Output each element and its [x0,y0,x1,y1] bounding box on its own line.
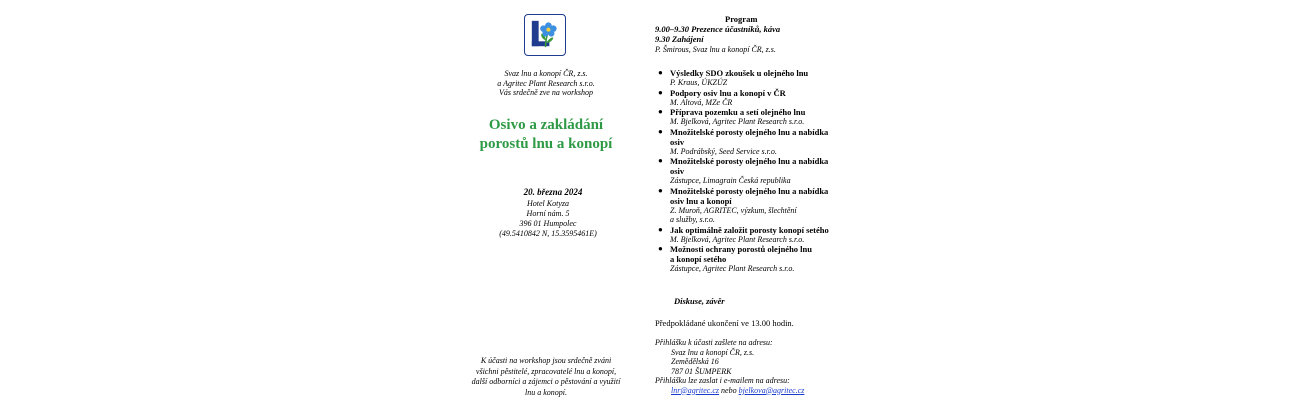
program-opening [655,24,855,44]
organization-logo [524,14,566,56]
invitation-note: K účasti na workshop jsou srdečně zváni všichni pěstitelé, zpracovatelé lnu a konopí, další odborníci a zájemci o pěstování a využití lnu a konopí. [471,356,621,397]
flax-flower-logo-icon [525,15,564,54]
bullet-icon: ● [658,185,663,195]
bullet-icon: ● [658,224,663,234]
agenda-item: ● Množitelské porosty olejného lnu a nabídka osiv M. Podrábský, Seed Service s.r.o. [658,126,829,156]
agenda-list [655,68,855,274]
email-link-lnr[interactable]: lnr@agritec.cz [671,385,720,395]
bullet-icon: ● [658,87,663,97]
bullet-icon: ● [658,244,663,253]
venue-line: Hotel Kotyza [527,199,569,208]
bullet-icon: ● [658,126,663,136]
bullet-icon: ● [658,156,663,165]
agenda-item: ● Podpory osiv lnu a konopí v ČR M. Altová, MZe ČR [658,87,786,107]
program-heading: Program [725,14,758,24]
event-date: 20. března 2024 [523,187,583,197]
email-link-bjelkova[interactable]: bjelkova@agritec.cz [738,385,805,395]
agenda-item: ● Příprava pozemku a setí olejného lnu M. Bjelková, Agritec Plant Research s.r.o. [658,107,806,126]
program-opening-line: 9.30 Zahájení [655,34,704,44]
discussion-label: Diskuse, závěr [674,296,725,306]
postal-address: Svaz lnu a konopí ČR, z.s. Zemědělská 16 787 01 ŠUMPERK [671,347,755,376]
venue-coordinates: (49.5410842 N, 15.3595461E) [499,229,597,238]
program-opening-line: 9.00–9.30 Prezence účastníků, káva [655,24,781,34]
email-intro: Přihlášku lze zaslat i e-mailem na adresu: [655,376,790,385]
organizers-block [478,69,614,98]
registration-block [655,338,855,395]
venue-line: Horní nám. 5 [526,209,570,218]
registration-intro: Přihlášku k účasti zašlete na adresu: [655,338,773,347]
agenda-item: ● Množitelské porosty olejného lnu a nabídka osiv lnu a konopí Z. Muroň, AGRITEC, výzkum, šlechtění a služby, s.r.o. [658,185,829,224]
bullet-icon: ● [658,68,663,77]
organizer-line: a Agritec Plant Research s.r.o. [497,78,595,88]
venue-line: 396 01 Humpolec [519,219,577,228]
agenda-item: ● Jak optimálně založit porosty konopí setého M. Bjelková, Agritec Plant Research s.r.o. [658,224,829,244]
organizer-line: Svaz lnu a konopí ČR, z.s. [504,69,588,78]
agenda-item: ● Výsledky SDO zkoušek u olejného lnu P. Kraus, ÚKZÚZ [658,68,809,87]
workshop-title: Osivo a zakládání porostů lnu a konopí [479,117,613,152]
invitation-line: Vás srdečně zve na workshop [499,88,593,97]
venue-block [488,199,608,239]
opening-speaker: P. Šmirous, Svaz lnu a konopí ČR, z.s. [655,45,776,54]
email-line: lnr@agritec.cz nebo bjelkova@agritec.cz [671,385,805,395]
agenda-item: ● Množitelské porosty olejného lnu a nabídka osiv Zástupce, Limagrain Česká republika [658,156,829,185]
bullet-icon: ● [658,107,663,116]
agenda-item: ● Možnosti ochrany porostů olejného lnu a konopí setého Zástupce, Agritec Plant Research s.r.o. [658,244,812,273]
end-time: Předpokládané ukončení ve 13.00 hodin. [655,318,794,328]
